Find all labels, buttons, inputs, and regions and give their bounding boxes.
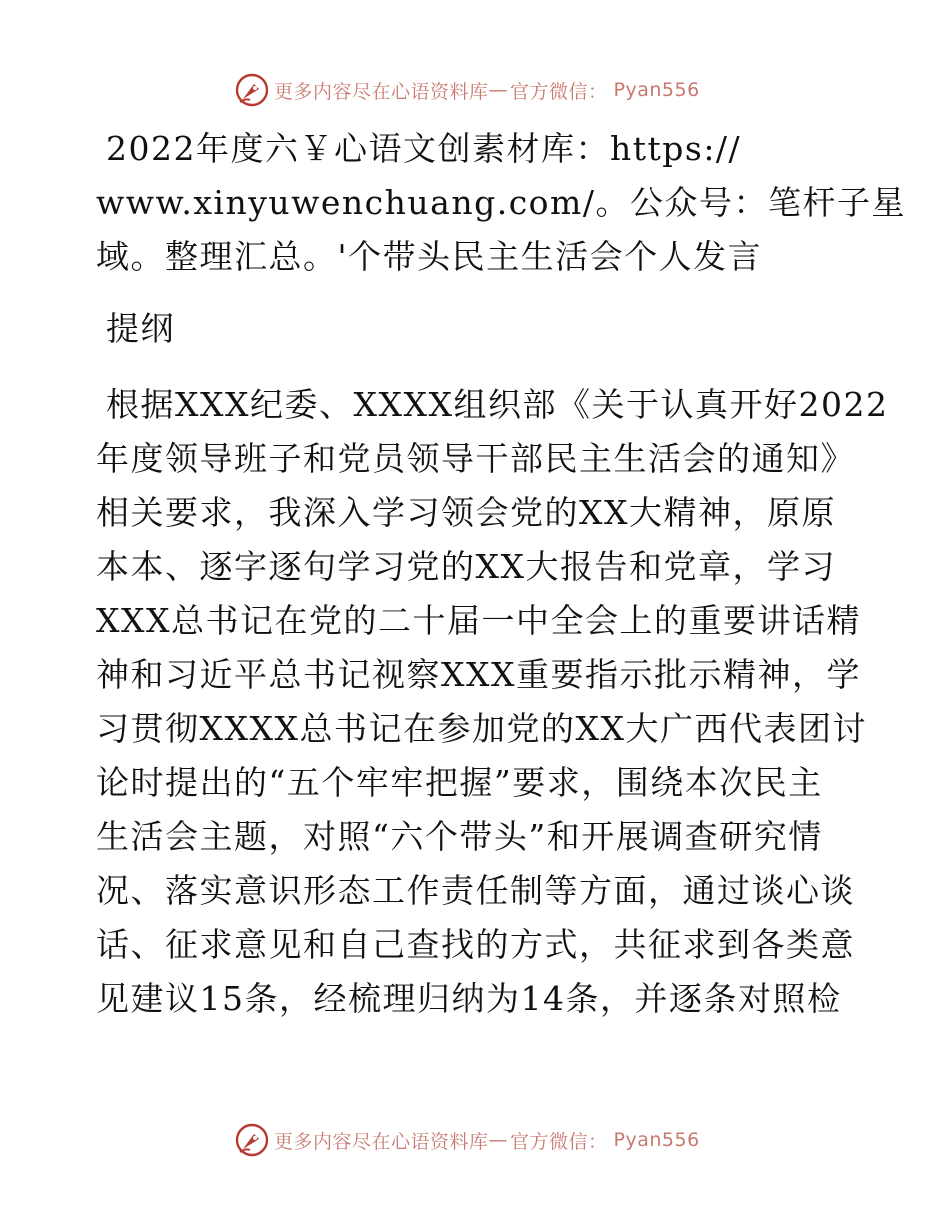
banner-wechat-id: Pyan556 [613,79,700,101]
banner-wechat-id: Pyan556 [613,1129,700,1151]
body-line: 年度领导班子和党员领导干部民主生活会的通知》 [96,439,855,478]
body-line: 况、落实意识形态工作责任制等方面，通过谈心谈 [96,871,855,910]
title-line: www.xinyuwenchuang.com/。公众号：笔杆子星 [96,183,906,222]
document-body [96,122,906,1026]
body-line: 论时提出的“五个牢牢把握”要求，围绕本次民主 [96,763,823,802]
body-line: XXX总书记在党的二十届一中全会上的重要讲话精 [96,601,861,640]
body-line: 生活会主题，对照“六个带头”和开展调查研究情 [96,817,823,856]
body-line: 习贯彻XXXX总书记在参加党的XX大广西代表团讨 [96,709,867,748]
banner-separator: — [488,79,509,101]
body-line: 话、征求意见和自己查找的方式，共征求到各类意 [96,925,855,964]
banner-main-text: 更多内容尽在心语资料库 [274,1130,489,1153]
subtitle: 提纲 [106,309,175,348]
pen-nib-logo-icon [234,72,270,108]
title-line: 域。整理汇总。'个带头民主生活会个人发言 [96,237,763,276]
title-line: 2022年度六￥心语文创素材库：https:// [106,129,742,168]
banner-separator: — [488,1129,509,1151]
body-line: 相关要求，我深入学习领会党的XX大精神，原原 [96,493,836,532]
header-watermark-banner [234,72,700,108]
body-line: 神和习近平总书记视察XXX重要指示批示精神，学 [96,655,861,694]
body-line: 见建议15条，经梳理归纳为14条，并逐条对照检 [96,979,842,1018]
footer-watermark-banner [234,1122,700,1158]
banner-main-text: 更多内容尽在心语资料库 [274,80,489,103]
pen-nib-logo-icon [234,1122,270,1158]
banner-wechat-label: 官方微信： [510,80,608,103]
body-line: 本本、逐字逐句学习党的XX大报告和党章，学习 [96,547,836,586]
body-line: 根据XXX纪委、XXXX组织部《关于认真开好2022 [106,385,889,424]
banner-wechat-label: 官方微信： [510,1130,608,1153]
